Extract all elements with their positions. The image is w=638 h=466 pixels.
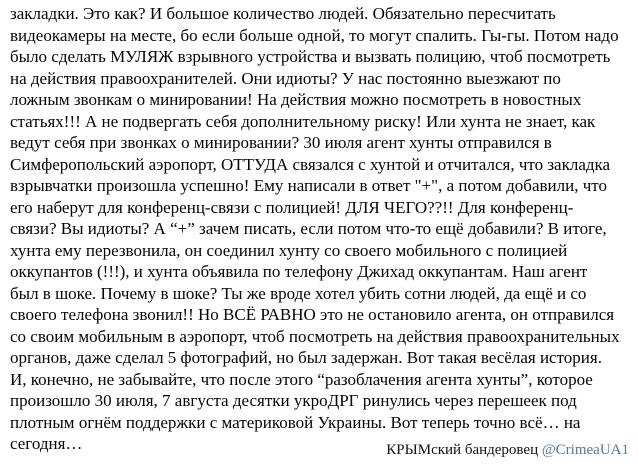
text-line: было сделать МУЛЯЖ взрывного устройства и вызвать полицию, чтоб посмотреть: [10, 47, 611, 66]
text-line: со своим мобильным в аэропорт, чтоб посмотреть на действия правоохранительных: [10, 326, 620, 346]
text-line: ведут себя при звонках о минировании? 30 июля агент хунты отправился в: [10, 133, 552, 152]
text-line: Симферопольский аэропорт, ОТТУДА связался с хунтой и отчитался, что закладка: [10, 154, 611, 174]
attribution-handle: @CrimeaUA1: [541, 442, 629, 458]
attribution: [386, 441, 629, 459]
text-line: его наберут для конференц-связи с полицией! ДЛЯ ЧЕГО??!! Для конференц-: [10, 197, 574, 217]
text-line: статьях!!! А не подвергать себя дополнительному риску! Или хунта не знает, как: [10, 111, 596, 131]
text-line: произошло 30 июля, 7 августа десятки укроДРГ ринулись через перешеек под: [10, 391, 577, 410]
article-text: [10, 3, 636, 455]
text-line: органов, даже сделал 5 фотографий, но был задержан. Вот такая весёлая история.: [10, 348, 602, 367]
text-line: видеокамеры на месте, бо если больше одной, то могут спалить. Гы-гы. Потом надо: [10, 25, 619, 45]
text-line: на действия правоохранителей. Они идиоты? У нас постоянно выезжают по: [10, 68, 561, 88]
attribution-author: КРЫМский бандеровец: [386, 442, 542, 458]
text-line: плотным огнём поддержки с материковой Украины. Вот теперь точно всё… на: [10, 412, 581, 432]
text-line: был в шоке. Почему в шоке? Ты же вроде хотел убить сотни людей, да ещё и со: [10, 283, 587, 303]
text-line: оккупантов (!!!), и хунта объявила по телефону Джихад оккупантам. Наш агент: [10, 262, 588, 281]
text-line: связи? Вы идиоты? А “+” зачем писать, если потом что-то ещё добавили? В итоге,: [10, 219, 607, 238]
text-line: сегодня…: [10, 434, 83, 453]
text-line: ложным звонкам о минировании! На действия можно посмотреть в новостных: [10, 90, 582, 109]
text-line: своего телефона звонил!! Но ВСЁ РАВНО это не остановило агента, он отправился: [10, 305, 615, 324]
text-line: И, конечно, не забывайте, что после этого “разоблачения агента хунты”, которое: [10, 369, 593, 389]
text-line: взрывчатки произошла успешно! Ему написали в ответ "+", а потом добавили, что: [10, 176, 607, 195]
text-line: закладки. Это как? И большое количество людей. Обязательно пересчитать: [10, 4, 556, 23]
text-line: хунта ему перезвонила, он соединил хунту со своего мобильного с полицией: [10, 240, 568, 260]
